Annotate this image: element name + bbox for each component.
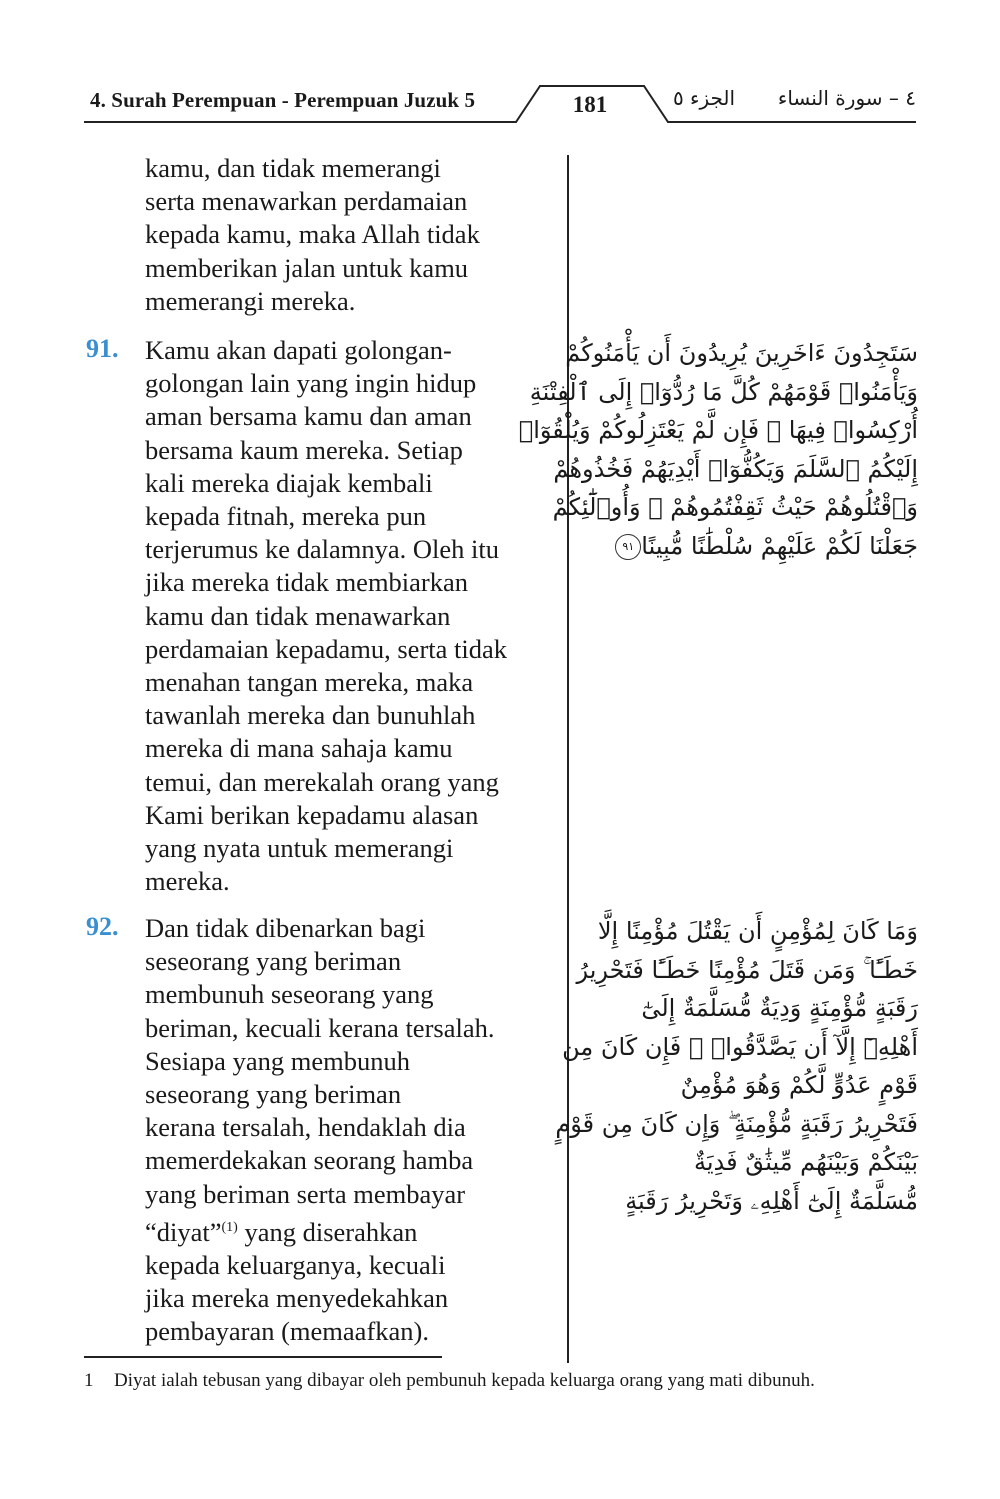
text-line: beriman, kecuali kerana tersalah. bbox=[145, 1012, 495, 1043]
text-line: yang beriman serta membayar bbox=[145, 1178, 466, 1209]
continuation-translation bbox=[145, 152, 560, 318]
text-line: terjerumus ke dalamnya. Oleh itu bbox=[145, 534, 499, 565]
text-line: kamu dan tidak menawarkan bbox=[145, 600, 451, 631]
page-number: 181 bbox=[572, 92, 608, 117]
arabic-line: فَتَحْرِيرُ رَقَبَةٍ مُّؤْمِنَةٍ ۖ وَإِن كَانَ مِن قَوْمٍ bbox=[555, 1109, 918, 1138]
verse-number-92: 92. bbox=[86, 912, 119, 941]
arabic-line: خَطَـًٔا ۚ وَمَن قَتَلَ مُؤْمِنًا خَطَـًٔا فَتَحْرِيرُ bbox=[576, 955, 918, 984]
text-line: kamu, dan tidak memerangi bbox=[145, 153, 441, 183]
diyat-term: “diyat” bbox=[145, 1216, 222, 1247]
arabic-line bbox=[600, 527, 918, 566]
arabic-line: وَيَأْمَنُوا۟ قَوْمَهُمْ كُلَّ مَا رُدُّوٓا۟ إِلَى ٱلْفِتْنَةِ bbox=[529, 377, 918, 406]
arabic-line: أَهْلِهِۦٓ إِلَّآ أَن يَصَّدَّقُوا۟ ۚ فَإِن كَانَ مِن bbox=[562, 1032, 918, 1061]
footnote-text: Diyat ialah tebusan yang dibayar oleh pembunuh kepada keluarga orang yang mati dibunuh. bbox=[114, 1370, 815, 1391]
arabic-line: أُرْكِسُوا۟ فِيهَا ۚ فَإِن لَّمْ يَعْتَزِلُوكُمْ وَيُلْقُوٓا۟ bbox=[518, 416, 918, 444]
arabic-line: قَوْمٍ عَدُوٍّ لَّكُمْ وَهُوَ مُؤْمِنٌ bbox=[680, 1071, 918, 1099]
arabic-line: سَتَجِدُونَ ءَاخَرِينَ يُرِيدُونَ أَن يَأْمَنُوكُمْ bbox=[565, 339, 918, 367]
verse-92-translation bbox=[145, 912, 560, 1349]
arabic-line-text: جَعَلْنَا لَكُمْ عَلَيْهِمْ سُلْطَٰنًا مُّبِينًا bbox=[641, 531, 918, 560]
text-line: memberikan jalan untuk kamu bbox=[145, 252, 469, 283]
text-fragment: yang diserahkan bbox=[237, 1216, 418, 1247]
text-line: kerana tersalah, hendaklah dia bbox=[145, 1112, 466, 1143]
text-line: kepada keluarganya, kecuali bbox=[145, 1250, 446, 1281]
text-line: bersama kaum mereka. Setiap bbox=[145, 434, 463, 465]
text-line: mereka di mana sahaja kamu bbox=[145, 733, 453, 764]
text-line: kali mereka diajak kembali bbox=[145, 467, 433, 498]
text-line: Sesiapa yang membunuh bbox=[145, 1045, 410, 1076]
text-line: mereka. bbox=[145, 866, 230, 897]
text-line: serta menawarkan perdamaian bbox=[145, 186, 468, 217]
text-line: memerangi mereka. bbox=[145, 285, 356, 316]
text-line: seseorang yang beriman bbox=[145, 1079, 402, 1110]
text-line: Kami berikan kepadamu alasan bbox=[145, 799, 479, 830]
footnote-divider bbox=[84, 1356, 442, 1358]
text-line: perdamaian kepadamu, serta tidak bbox=[145, 633, 508, 664]
text-line: Dan tidak dibenarkan bagi bbox=[145, 913, 426, 943]
text-line: tawanlah mereka dan bunuhlah bbox=[145, 700, 476, 731]
footnote bbox=[84, 1368, 916, 1393]
text-line: membunuh seseorang yang bbox=[145, 979, 434, 1010]
arabic-line: وَمَا كَانَ لِمُؤْمِنٍ أَن يَقْتُلَ مُؤْمِنًا إِلَّا bbox=[597, 917, 918, 945]
header-juz-arabic: الجزء ٥ bbox=[672, 86, 736, 110]
text-line: golongan lain yang ingin hidup bbox=[145, 368, 477, 399]
text-line: kepada fitnah, mereka pun bbox=[145, 501, 427, 532]
text-line: yang nyata untuk memerangi bbox=[145, 833, 454, 864]
footnote-reference[interactable]: (1) bbox=[221, 1219, 238, 1235]
verse-number-91: 91. bbox=[86, 334, 119, 363]
arabic-line: إِلَيْكُمُ ٱلسَّلَمَ وَيَكُفُّوٓا۟ أَيْدِيَهُمْ فَخُذُوهُمْ bbox=[553, 454, 918, 483]
text-line: menahan tangan mereka, maka bbox=[145, 667, 474, 698]
arabic-line: مُّسَلَّمَةٌ إِلَىٰٓ أَهْلِهِۦ وَتَحْرِيرُ رَقَبَةٍ bbox=[625, 1186, 918, 1215]
text-line: Kamu akan dapati golongan- bbox=[145, 335, 452, 365]
verse-91-arabic bbox=[518, 334, 918, 565]
verse-91-translation bbox=[145, 334, 560, 898]
text-line: memerdekakan seorang hamba bbox=[145, 1145, 474, 1176]
text-line: aman bersama kamu dan aman bbox=[145, 401, 472, 432]
text-line: temui, dan merekalah orang yang bbox=[145, 766, 499, 797]
arabic-line: رَقَبَةٍ مُّؤْمِنَةٍ وَدِيَةٌ مُّسَلَّمَةٌ إِلَىٰٓ bbox=[641, 994, 918, 1022]
verse-92-arabic bbox=[555, 912, 918, 1220]
text-line: kepada kamu, maka Allah tidak bbox=[145, 219, 480, 250]
arabic-line: وَٱقْتُلُوهُمْ حَيْثُ ثَقِفْتُمُوهُمْ ۚ وَأُو۟لَٰٓئِكُمْ bbox=[552, 493, 918, 521]
header-surah-arabic: ٤ – سورة النساء bbox=[777, 86, 916, 110]
text-line: jika mereka tidak membiarkan bbox=[145, 567, 469, 598]
ayah-end-marker-icon: ٩١ bbox=[615, 534, 641, 560]
text-line: pembayaran (memaafkan). bbox=[145, 1316, 429, 1347]
text-line: jika mereka menyedekahkan bbox=[145, 1283, 449, 1314]
text-line: seseorang yang beriman bbox=[145, 946, 402, 977]
header-surah-title: 4. Surah Perempuan - Perempuan Juzuk 5 bbox=[90, 88, 476, 112]
footnote-number: 1 bbox=[84, 1370, 94, 1391]
page-header bbox=[84, 84, 916, 124]
text-line bbox=[145, 1211, 560, 1249]
arabic-line: بَيْنَكُمْ وَبَيْنَهُم مِّيثَٰقٌ فَدِيَةٌ bbox=[693, 1148, 918, 1176]
